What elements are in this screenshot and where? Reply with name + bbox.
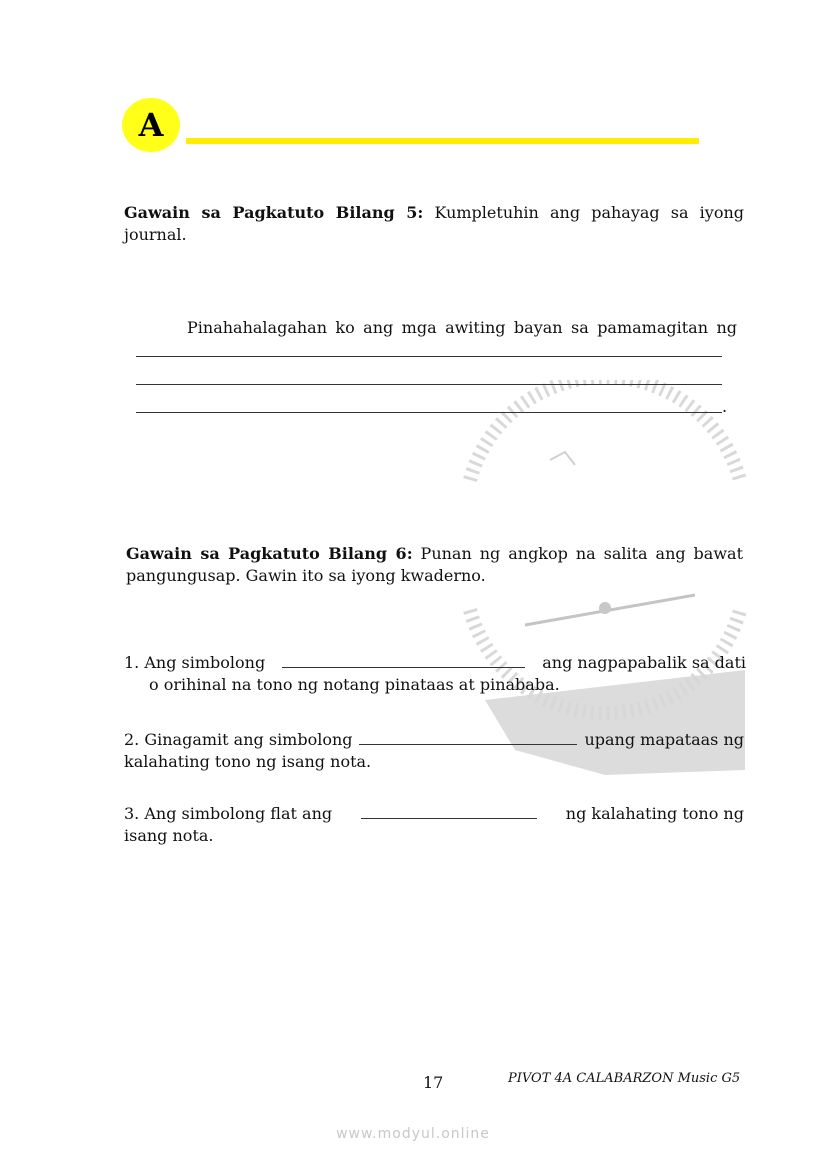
question-2-before: 2. Ginagamit ang simbolong <box>124 730 353 749</box>
question-3-before: 3. Ang simbolong flat ang <box>124 804 333 823</box>
answer-end-period: . <box>722 397 728 416</box>
page-number: 17 <box>423 1073 444 1092</box>
journal-prompt: Pinahahalagahan ko ang mga awiting bayan sa pamamagitan ng <box>187 318 737 337</box>
site-watermark: www.modyul.online <box>336 1126 490 1142</box>
question-item-1 <box>124 652 746 696</box>
answer-line-1 <box>136 356 722 357</box>
activity6-heading <box>126 543 743 587</box>
activity5-heading <box>124 202 744 246</box>
answer-line-3 <box>136 412 722 413</box>
answer-line-2 <box>136 384 722 385</box>
question-3-continuation: isang nota. <box>124 826 214 845</box>
question-1-after: ang nagpapabalik sa dati <box>542 653 746 672</box>
question-1-blank <box>282 653 525 668</box>
question-3-blank <box>361 804 537 819</box>
question-item-3 <box>124 803 744 847</box>
activity6-instruction: Punan ng angkop na salita ang bawat pangungusap. Gawin ito sa iyong kwaderno. <box>126 544 744 585</box>
section-underline-bar <box>186 138 699 144</box>
question-2-after: upang mapataas ng <box>584 730 744 749</box>
question-3-after: ng kalahating tono ng <box>565 804 744 823</box>
section-letter: A <box>138 106 164 144</box>
question-1-before: 1. Ang simbolong <box>124 653 266 672</box>
question-item-2 <box>124 729 744 773</box>
question-1-continuation: o orihinal na tono ng notang pinataas at pinababa. <box>149 675 560 694</box>
question-2-continuation: kalahating tono ng isang nota. <box>124 752 372 771</box>
footer-module-title: PIVOT 4A CALABARZON Music G5 <box>508 1071 741 1086</box>
activity5-label: Gawain sa Pagkatuto Bilang 5: <box>124 203 424 222</box>
question-2-blank <box>359 730 577 745</box>
activity6-label: Gawain sa Pagkatuto Bilang 6: <box>126 544 413 563</box>
section-badge <box>122 98 180 152</box>
activity5-instruction: Kumpletuhin ang pahayag sa iyong journal. <box>124 203 745 244</box>
